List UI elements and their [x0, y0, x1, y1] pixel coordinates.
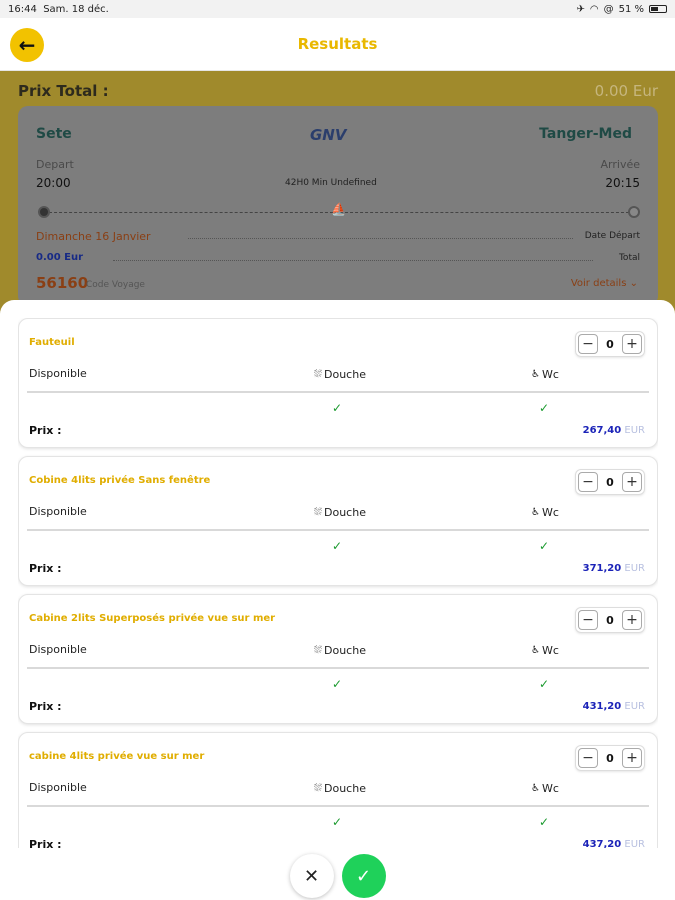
- page-title: Resultats: [297, 35, 378, 53]
- divider: [27, 805, 649, 807]
- quantity-value: 0: [606, 337, 614, 351]
- divider: [113, 260, 593, 261]
- total-value: 0.00 Eur: [594, 82, 658, 100]
- amenity-shower: [314, 368, 366, 381]
- quantity-stepper: [575, 745, 645, 771]
- airplane-icon: ✈: [576, 3, 585, 15]
- room-name: Cobine 4lits privée Sans fenêtre: [29, 475, 211, 486]
- amenity-wc: [531, 782, 559, 795]
- quantity-value: 0: [606, 751, 614, 765]
- toilet-icon: ♿: [531, 645, 540, 656]
- room-list[interactable]: [18, 318, 658, 848]
- availability-label: Disponible: [29, 781, 87, 794]
- details-link[interactable]: [571, 278, 638, 289]
- room-card: [18, 594, 658, 724]
- trip-price-label: Total: [618, 253, 640, 263]
- check-icon: ✓: [332, 539, 343, 553]
- check-icon: ✓: [332, 401, 343, 415]
- price-amount: 431,20: [582, 701, 622, 712]
- decrement-button[interactable]: −: [578, 748, 598, 768]
- divider: [27, 529, 649, 531]
- price-currency: EUR: [624, 701, 645, 712]
- arrive-label: Arrivée: [600, 158, 640, 171]
- increment-button[interactable]: +: [622, 748, 642, 768]
- increment-button[interactable]: +: [622, 472, 642, 492]
- check-icon: ✓: [539, 401, 550, 415]
- price-label: Prix :: [29, 562, 62, 575]
- chevron-down-icon: ⌄: [629, 278, 638, 289]
- wc-label: Wc: [541, 644, 559, 657]
- room-card: [18, 318, 658, 448]
- toilet-icon: ♿: [531, 507, 540, 518]
- availability-label: Disponible: [29, 367, 87, 380]
- arrival-city: Tanger-Med: [539, 126, 632, 142]
- shower-label: Douche: [324, 506, 366, 519]
- trip-date: Dimanche 16 Janvier: [36, 230, 151, 243]
- room-price: [583, 839, 645, 848]
- status-left: [8, 4, 109, 15]
- shower-icon: ⛆: [314, 645, 322, 656]
- battery-percent: 51 %: [618, 3, 644, 15]
- quantity-stepper: [575, 469, 645, 495]
- company-logo: GNV: [310, 126, 347, 144]
- price-amount: 371,20: [582, 563, 622, 574]
- room-price: [583, 425, 645, 436]
- arrive-time: 20:15: [605, 176, 640, 190]
- amenity-wc: [531, 644, 559, 657]
- room-price: [583, 563, 645, 574]
- wc-label: Wc: [541, 506, 559, 519]
- close-icon: ✕: [303, 865, 320, 887]
- back-button[interactable]: [10, 28, 44, 62]
- shower-icon: ⛆: [314, 507, 322, 518]
- quantity-value: 0: [606, 613, 614, 627]
- toilet-icon: ♿: [531, 369, 540, 380]
- amenity-shower: [314, 506, 366, 519]
- wifi-icon: ◠: [589, 3, 599, 15]
- quantity-value: 0: [606, 475, 614, 489]
- amenity-shower: [314, 782, 366, 795]
- divider: [188, 238, 573, 239]
- decrement-button[interactable]: −: [578, 334, 598, 354]
- decrement-button[interactable]: −: [578, 472, 598, 492]
- trip-code: 56160: [36, 274, 89, 292]
- shower-label: Douche: [324, 644, 366, 657]
- toilet-icon: ♿: [531, 783, 540, 794]
- divider: [27, 667, 649, 669]
- room-price: [583, 701, 645, 712]
- quantity-stepper: [575, 607, 645, 633]
- action-bar: [0, 852, 675, 900]
- amenity-wc: [531, 506, 559, 519]
- depart-time: 20:00: [36, 176, 71, 190]
- room-name: Fauteuil: [29, 337, 75, 348]
- quantity-stepper: [575, 331, 645, 357]
- price-currency: EUR: [624, 563, 645, 574]
- room-card: [18, 456, 658, 586]
- shower-icon: ⛆: [314, 369, 322, 380]
- price-currency: EUR: [624, 425, 645, 436]
- depart-label: Depart: [36, 158, 74, 171]
- increment-button[interactable]: +: [622, 610, 642, 630]
- status-date: Sam. 18 déc.: [43, 3, 109, 15]
- check-icon: ✓: [539, 815, 550, 829]
- trip-code-label: Code Voyage: [86, 280, 145, 290]
- price-label: Prix :: [29, 700, 62, 713]
- room-name: Cabine 2lits Superposés privée vue sur mer: [29, 613, 276, 624]
- price-amount: 437,20: [582, 839, 622, 848]
- status-right: [576, 4, 667, 15]
- wc-label: Wc: [541, 368, 559, 381]
- total-label: Prix Total :: [18, 82, 109, 100]
- trip-price: 0.00 Eur: [36, 252, 84, 263]
- price-currency: EUR: [624, 839, 645, 848]
- details-label: Voir details: [570, 278, 627, 289]
- amenity-wc: [531, 368, 559, 381]
- shower-label: Douche: [324, 368, 366, 381]
- check-icon: ✓: [355, 865, 372, 887]
- total-row: [18, 82, 658, 100]
- divider: [27, 391, 649, 393]
- price-amount: 267,40: [582, 425, 622, 436]
- status-bar: [0, 0, 675, 18]
- check-icon: ✓: [539, 539, 550, 553]
- trip-date-label: Date Départ: [584, 231, 640, 241]
- status-time: 16:44: [8, 3, 37, 15]
- room-name: cabine 4lits privée vue sur mer: [29, 751, 205, 762]
- room-card: [18, 732, 658, 848]
- trip-duration: 42H0 Min Undefined: [285, 178, 377, 188]
- trip-card: [18, 106, 658, 306]
- battery-icon: [649, 5, 667, 13]
- shower-label: Douche: [324, 782, 366, 795]
- check-icon: ✓: [539, 677, 550, 691]
- app-bar: [0, 18, 675, 71]
- wc-label: Wc: [541, 782, 559, 795]
- availability-label: Disponible: [29, 505, 87, 518]
- departure-city: Sete: [36, 126, 72, 142]
- price-label: Prix :: [29, 424, 62, 437]
- route-end-dot: [628, 206, 640, 218]
- check-icon: ✓: [332, 815, 343, 829]
- boat-icon: ⛵: [331, 202, 346, 216]
- check-icon: ✓: [332, 677, 343, 691]
- confirm-button[interactable]: [342, 854, 386, 898]
- amenity-shower: [314, 644, 366, 657]
- increment-button[interactable]: +: [622, 334, 642, 354]
- room-selection-sheet: [0, 300, 675, 900]
- cancel-button[interactable]: [290, 854, 334, 898]
- route-start-dot: [38, 206, 50, 218]
- arrow-left-icon: ←: [18, 33, 36, 57]
- price-label: Prix :: [29, 838, 62, 848]
- decrement-button[interactable]: −: [578, 610, 598, 630]
- lock-rotation-icon: @: [603, 3, 614, 15]
- availability-label: Disponible: [29, 643, 87, 656]
- shower-icon: ⛆: [314, 783, 322, 794]
